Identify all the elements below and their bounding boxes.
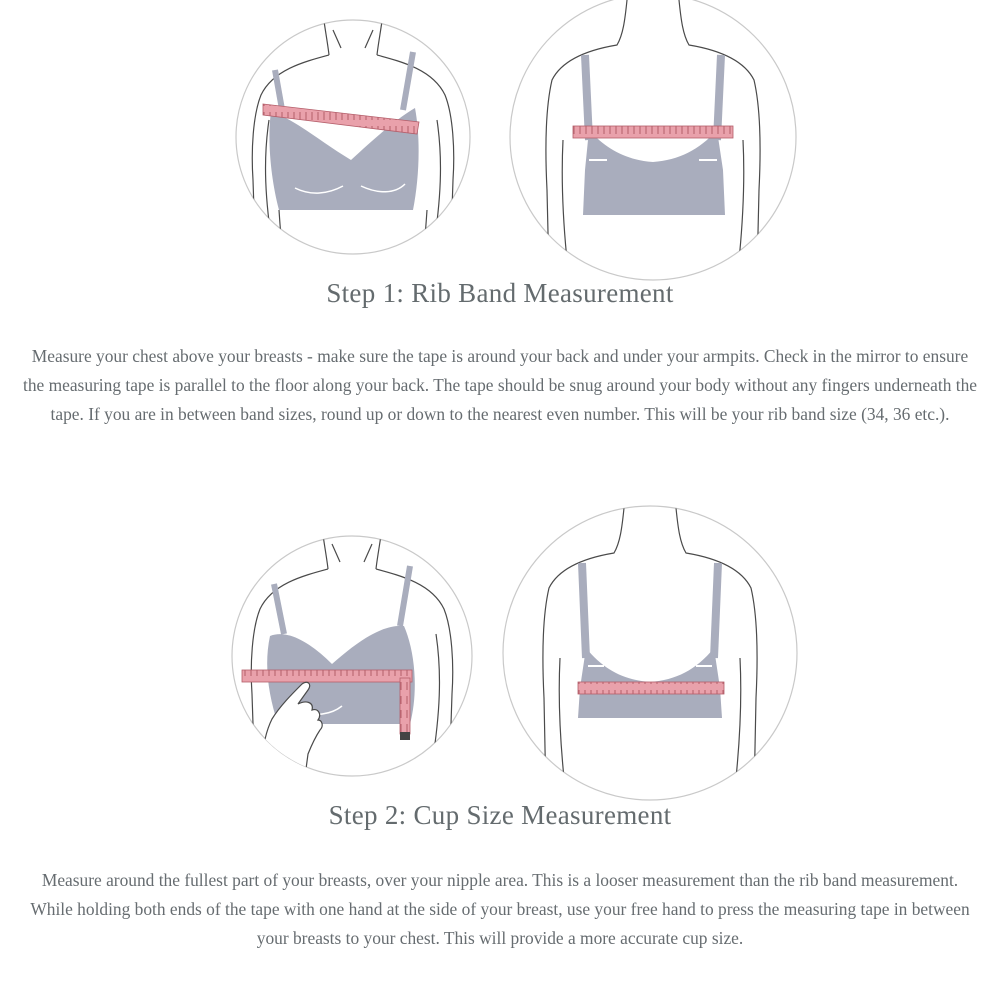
step1-title: Step 1: Rib Band Measurement (326, 278, 674, 308)
step2-front-illustration (232, 514, 472, 799)
step1-back-illustration (507, 0, 799, 275)
step1-front-illustration (233, 0, 473, 275)
step2-illustrations (0, 508, 1000, 798)
step2-back-illustration (500, 508, 800, 798)
step1-description: Measure your chest above your breasts - make sure the tape is around your back and under your armpits. Check in the mirror to ensure the measuring tape is parallel to the floor along your back. The tape should be snug around your body without any fingers underneath the tape. If you are in between band sizes, round up or down to the nearest even number. This will be your rib band size (34, 36 etc.). (23, 346, 977, 424)
step2-description: Measure around the fullest part of your breasts, over your nipple area. This is a looser measurement than the rib band measurement. While holding both ends of the tape with one hand at the side of your breast, use your free hand to press the measuring tape in between your breasts to your chest. This will provide a more accurate cup size. (30, 870, 970, 948)
step2-title: Step 2: Cup Size Measurement (328, 800, 672, 830)
step1-illustrations (0, 0, 1000, 290)
